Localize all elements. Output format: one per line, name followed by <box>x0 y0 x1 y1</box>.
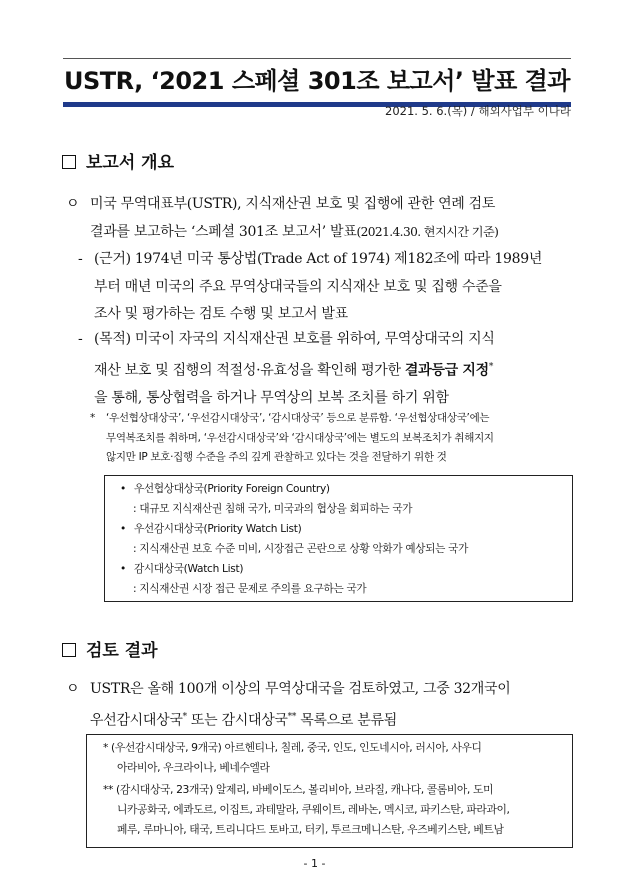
dot-icon: • <box>120 523 126 535</box>
section-heading-text: 보고서 개요 <box>86 153 175 173</box>
section-heading-results <box>62 636 158 661</box>
basis-line-3: 조사 및 평가하는 검토 수행 및 보고서 발표 <box>94 306 348 322</box>
overview-line-2: 결과를 보고하는 ‘스페셜 301조 보고서’ 발표(2021.4.30. 현지시간 기준) <box>90 223 499 240</box>
wl-countries-line-1: ** (감시대상국, 23개국) 알제리, 바베이도스, 볼리비아, 브라질, 캐나다, 콜롬비아, 도미 <box>103 783 494 796</box>
byline: 2021. 5. 6.(목) / 해외사업부 이나라 <box>385 104 571 118</box>
footnote-mark: * <box>90 412 95 424</box>
title-block <box>63 58 571 107</box>
square-bullet-icon <box>62 643 76 657</box>
purpose-item <box>78 326 495 412</box>
purpose-line-3: 을 통해, 통상협력을 하거나 무역상의 보복 조치를 하기 위함 <box>94 389 449 406</box>
pwl-countries-line-1: * (우선감시대상국, 9개국) 아르헨티나, 칠레, 중국, 인도, 인도네시아, 러시아, 사우디 <box>103 741 482 754</box>
overview-bullet <box>66 191 498 246</box>
section-heading-text: 검토 결과 <box>86 641 158 661</box>
overview-date: (2021.4.30. 현지시간 기준) <box>356 224 499 239</box>
category-box <box>104 475 573 602</box>
category-item-pwl: • 우선감시대상국(Priority Watch List) <box>120 523 302 535</box>
footnote-line-3: 않지만 IP 보호·집행 수준을 주의 깊게 관찰하고 있다는 것을 전달하기 위한 것 <box>106 451 447 463</box>
grade-designation: 결과등급 지정 <box>404 362 489 379</box>
results-line-2: 우선감시대상국* 또는 감시대상국** 목록으로 분류됨 <box>90 711 397 729</box>
wl-countries-line-2: 니카공화국, 에콰도르, 이집트, 과테말라, 쿠웨이트, 레바논, 멕시코, 파키스탄, 파라과이, <box>117 803 510 816</box>
footnote-line-2: 무역복조치를 취하며, ‘우선감시대상국’와 ‘감시대상국’에는 별도의 보복조치가 취해지지 <box>106 431 494 444</box>
country-list-box <box>86 734 573 848</box>
purpose-line-2: 재산 보호 및 집행의 적절성·유효성을 확인해 평가한 결과등급 지정* <box>94 361 494 379</box>
pwl-label: (우선감시대상국, 9개국) <box>111 741 222 754</box>
category-desc-pfc: : 대규모 지식재산권 침해 국가, 미국과의 협상을 회피하는 국가 <box>133 503 413 515</box>
pwl-countries-line-2: 아라비아, 우크라이나, 베네수엘라 <box>117 761 270 774</box>
dot-icon: • <box>120 563 126 575</box>
dash-bullet: - <box>78 251 83 267</box>
footnote-line-1: ‘우선협상대상국’, ‘우선감시대상국’, ‘감시대상국’ 등으로 분류함. ‘우선협상대상국’에는 <box>106 412 490 424</box>
square-bullet-icon <box>62 155 76 169</box>
results-bullet <box>66 676 510 735</box>
results-line-1: USTR은 올해 100개 이상의 무역상대국을 검토하였고, 그중 32개국이 <box>90 681 511 697</box>
purpose-line-1: (목적) 미국이 자국의 지식재산권 보호를 위하여, 무역상대국의 지식 <box>94 331 495 347</box>
category-desc-wl: : 지식재산권 시장 접근 문제로 주의를 요구하는 국가 <box>133 583 367 595</box>
wl-countries-line-3: 페루, 루마니아, 태국, 트리니다드 토바고, 터키, 투르크메니스탄, 우즈베키스탄, 베트남 <box>117 823 504 836</box>
category-desc-pwl: : 지식재산권 보호 수준 미비, 시장접근 곤란으로 상황 악화가 예상되는 국가 <box>133 543 469 555</box>
dot-icon: • <box>120 483 126 495</box>
section-heading-overview <box>62 148 174 173</box>
basis-line-2: 부터 매년 미국의 주요 무역상대국들의 지식재산 보호 및 집행 수준을 <box>94 278 502 295</box>
overview-line-1: 미국 무역대표부(USTR), 지식재산권 보호 및 집행에 관한 연례 검토 <box>90 196 496 212</box>
category-item-wl: • 감시대상국(Watch List) <box>120 563 244 575</box>
category-item-pfc: • 우선협상대상국(Priority Foreign Country) <box>120 483 330 495</box>
basis-line-1: (근거) 1974년 미국 통상법(Trade Act of 1974) 제182조에 따라 1989년 <box>94 251 543 267</box>
dash-bullet: - <box>78 331 83 347</box>
circle-bullet-icon: ㅇ <box>66 196 80 212</box>
circle-bullet-icon: ㅇ <box>66 681 80 697</box>
document-title: USTR, ‘2021 스페셜 301조 보고서’ 발표 결과 <box>63 58 571 102</box>
wl-label: (감시대상국, 23개국) <box>116 783 213 796</box>
basis-item <box>78 246 542 329</box>
footnote <box>86 409 576 468</box>
page-number: - 1 - <box>303 857 326 870</box>
